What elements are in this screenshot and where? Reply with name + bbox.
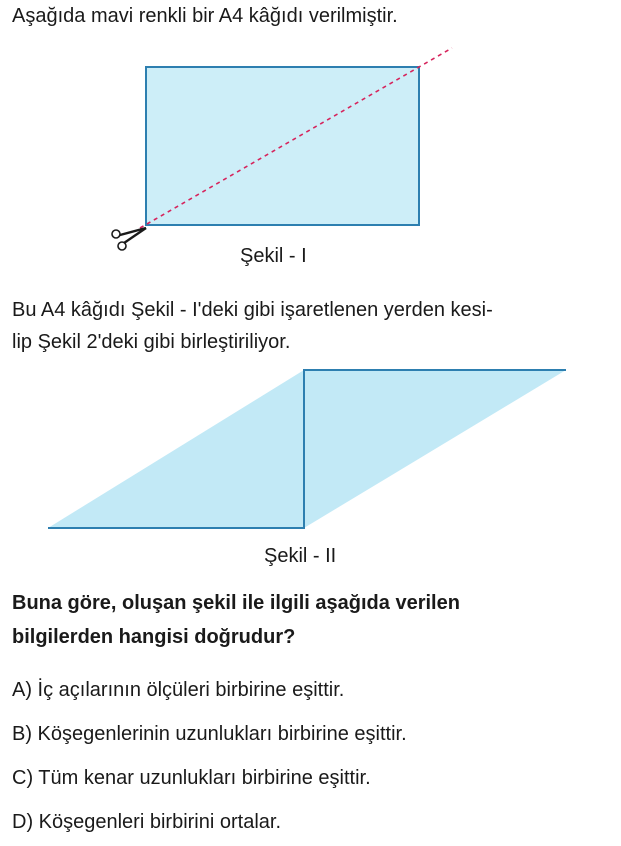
question-line-2: bilgilerden hangisi doğrudur? xyxy=(12,626,296,648)
scissors-icon xyxy=(112,228,146,250)
option-d[interactable]: D) Köşegenleri birbirini ortalar. xyxy=(12,811,282,833)
figure2-caption: Şekil - II xyxy=(264,545,337,567)
question-line-1: Buna göre, oluşan şekil ile ilgili aşağıda verilen xyxy=(12,592,460,614)
figure1-caption: Şekil - I xyxy=(240,245,307,267)
paragraph-line-2: lip Şekil 2'deki gibi birleştiriliyor. xyxy=(12,331,291,353)
paragraph-line-1: Bu A4 kâğıdı Şekil - I'deki gibi işaretlenen yerden kesi- xyxy=(12,299,493,321)
question-text xyxy=(12,586,612,654)
intro-text: Aşağıda mavi renkli bir A4 kâğıdı verilmiştir. xyxy=(12,5,398,27)
option-c[interactable]: C) Tüm kenar uzunlukları birbirine eşittir. xyxy=(12,767,371,789)
description-paragraph xyxy=(12,294,612,358)
option-a[interactable]: A) İç açılarının ölçüleri birbirine eşittir. xyxy=(12,679,345,701)
option-b[interactable]: B) Köşegenlerinin uzunlukları birbirine eşittir. xyxy=(12,723,407,745)
left-triangle xyxy=(48,370,304,528)
right-triangle xyxy=(304,370,566,528)
